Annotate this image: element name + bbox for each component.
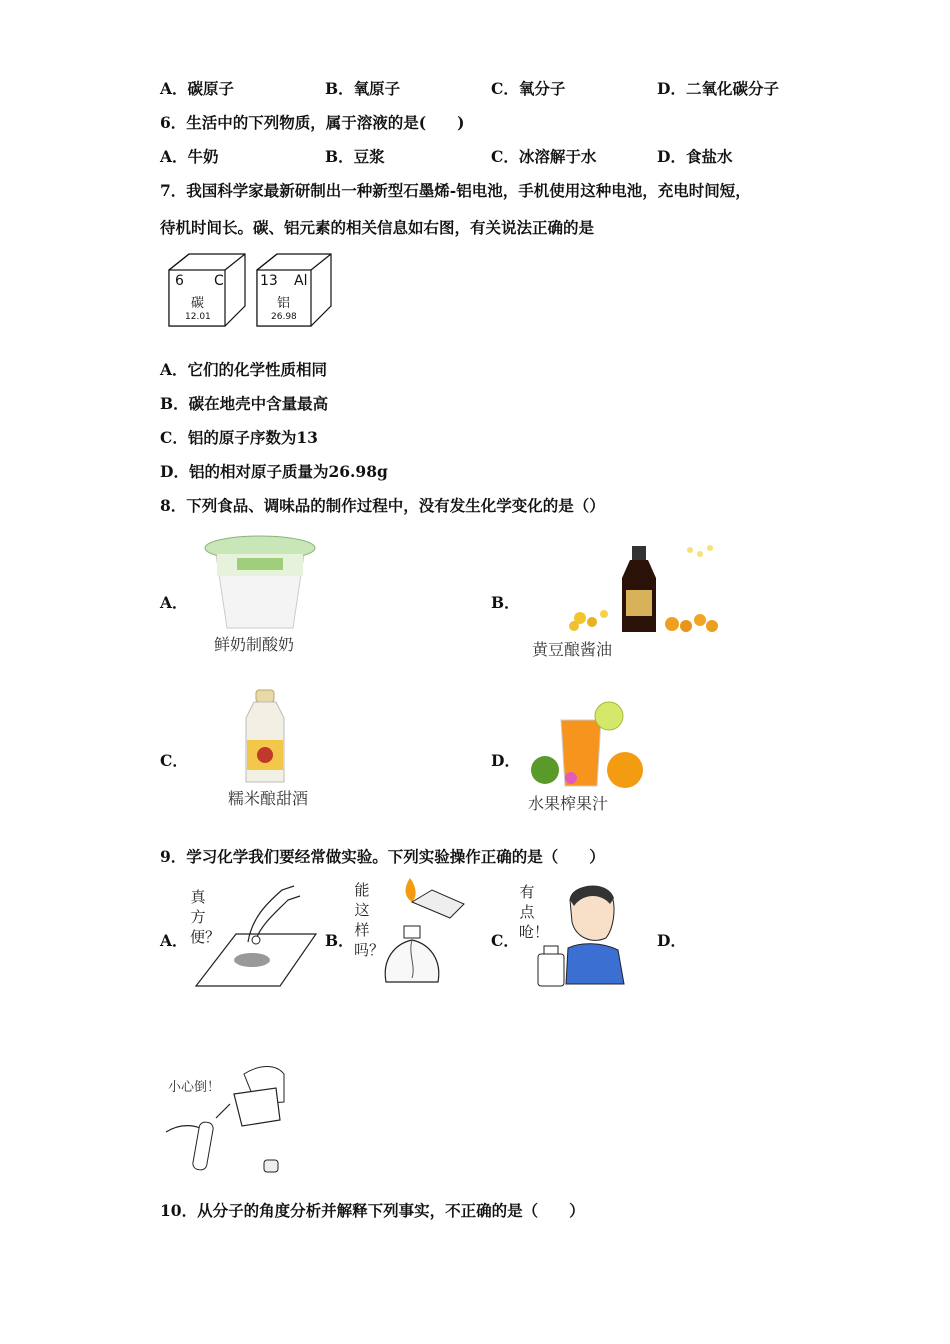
pouring-liquid-image <box>160 1060 300 1180</box>
q8-stem: 8．下列食品、调味品的制作过程中，没有发生化学变化的是（） <box>160 496 605 515</box>
q9-a-speech: 真方便？ <box>190 888 221 946</box>
q6-option-a: A．牛奶 <box>160 147 219 166</box>
q7-option-b: B．碳在地壳中含量最高 <box>160 394 329 413</box>
q8-label-a: A． <box>160 593 188 612</box>
q5-option-b: B．氧原子 <box>325 79 401 98</box>
carbon-symbol: C <box>214 273 224 289</box>
q9-stem: 9．学习化学我们要经常做实验。下列实验操作正确的是（ ） <box>160 847 605 866</box>
q8-label-c: C． <box>160 751 188 770</box>
q7-option-d: D．铝的相对原子质量为26.98g <box>160 462 388 481</box>
yogurt-cup-image <box>195 530 325 635</box>
q8-caption-d: 水果榨果汁 <box>528 794 609 813</box>
aluminium-name: 铝 <box>277 296 291 311</box>
q5-option-d: D．二氧化碳分子 <box>657 79 779 98</box>
juice-image <box>525 700 650 792</box>
q9-d-speech: 小心倒！ <box>168 1080 221 1095</box>
q6-option-d: D．食盐水 <box>657 147 733 166</box>
q6-option-c: C．冰溶解于水 <box>491 147 597 166</box>
q9-b-speech: 能这样吗？ <box>354 881 385 959</box>
q9-label-b: B． <box>325 931 354 950</box>
q8-label-b: B． <box>491 593 520 612</box>
q5-option-a: A．碳原子 <box>160 79 235 98</box>
aluminium-mass: 26.98 <box>271 312 297 322</box>
q6-option-b: B．豆浆 <box>325 147 385 166</box>
rice-wine-bottle-image <box>230 688 300 786</box>
carbon-number: 6 <box>175 273 184 289</box>
q9-label-c: C． <box>491 931 519 950</box>
q8-caption-a: 鲜奶制酸奶 <box>214 635 295 654</box>
smelling-gas-image <box>532 878 627 988</box>
q7-option-c: C．铝的原子序数为13 <box>160 428 318 447</box>
q9-label-a: A． <box>160 931 188 950</box>
soy-sauce-image <box>560 540 725 640</box>
carbon-mass: 12.01 <box>185 312 211 322</box>
q8-caption-b: 黄豆酿酱油 <box>532 640 613 659</box>
q5-option-c: C．氧分子 <box>491 79 566 98</box>
q7-stem-line2: 待机时间长。碳、铝元素的相关信息如右图，有关说法正确的是 <box>160 218 595 237</box>
aluminium-symbol: Al <box>294 273 308 289</box>
hand-touching-chemical-image <box>190 878 320 990</box>
q8-caption-c: 糯米酿甜酒 <box>228 789 309 808</box>
q9-c-speech: 有点呛！ <box>519 883 550 941</box>
carbon-name: 碳 <box>191 296 205 311</box>
q8-label-d: D． <box>491 751 520 770</box>
aluminium-number: 13 <box>260 273 278 289</box>
alcohol-lamp-lighting-image <box>372 874 472 989</box>
q7-option-a: A．它们的化学性质相同 <box>160 360 328 379</box>
q6-stem: 6．生活中的下列物质，属于溶液的是( ) <box>160 113 465 132</box>
q10-stem: 10．从分子的角度分析并解释下列事实，不正确的是（ ） <box>160 1201 585 1220</box>
q7-stem-line1: 7．我国科学家最新研制出一种新型石墨烯-铝电池，手机使用这种电池，充电时间短， <box>160 181 751 200</box>
q9-label-d: D． <box>657 931 686 950</box>
